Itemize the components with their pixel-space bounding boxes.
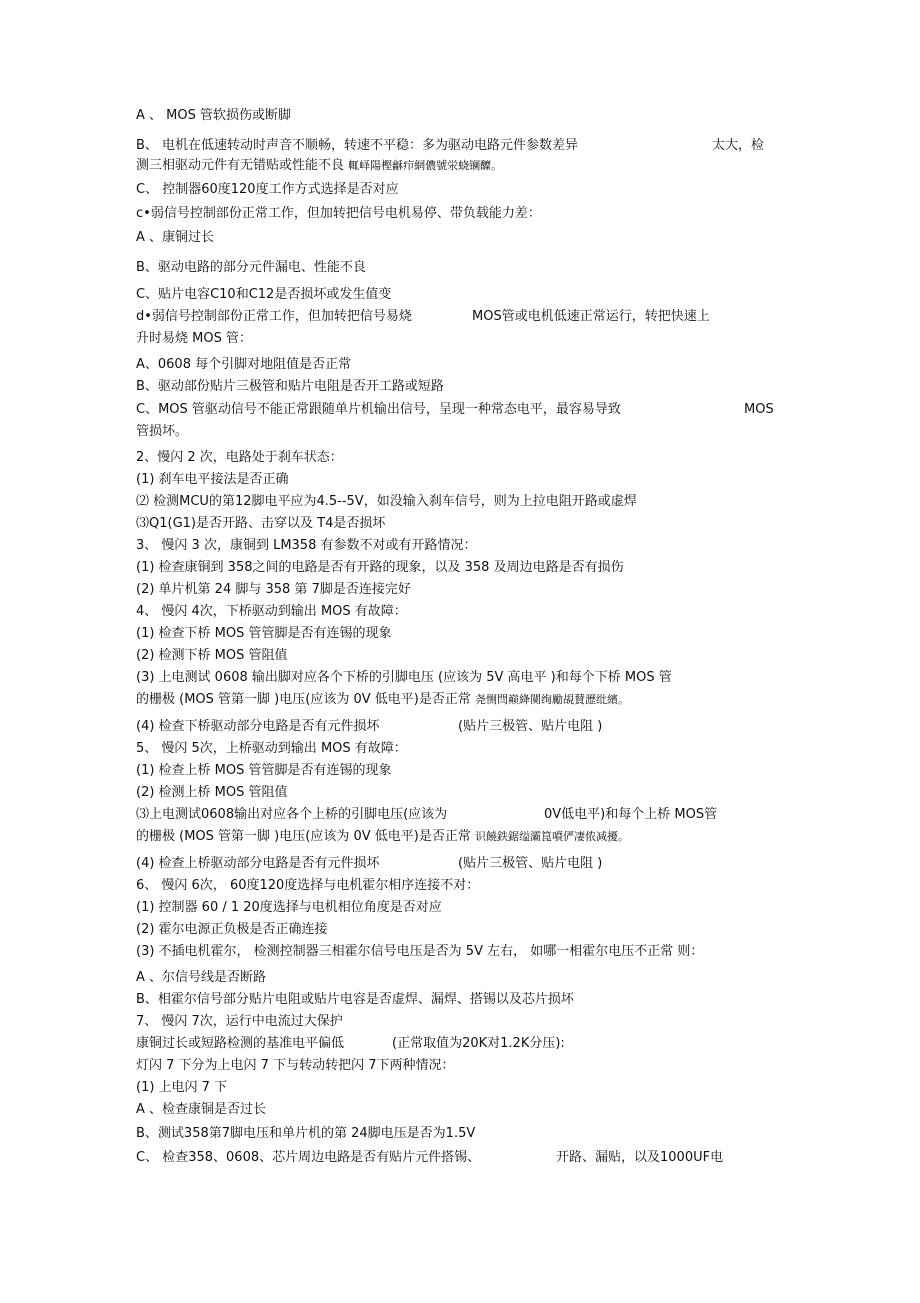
text-line: [136, 158, 502, 174]
text-line: (1) 检查康铜到 358之间的电路是否有开路的现象，以及 358 及周边电路是否有损伤: [136, 560, 624, 575]
text-line: (4) 检查下桥驱动部分电路是否有元件损坏: [136, 719, 380, 734]
text-line-right: (贴片三极管、贴片电阻 ): [458, 719, 603, 734]
text-line: B、驱动部份贴片三极管和贴片电阻是否开工路或短路: [136, 379, 444, 394]
text-line: B、 电机在低速转动时声音不顺畅，转速不平稳：多为驱动电路元件参数差异: [136, 138, 579, 153]
text-line-right: 开路、漏贴，以及1000UF电: [556, 1150, 724, 1165]
text-line: (2) 检测上桥 MOS 管阻值: [136, 785, 288, 800]
text-line: 3、 慢闪 3 次，康铜到 LM358 有参数不对或有开路情况：: [136, 538, 477, 553]
text-line: d•弱信号控制部份正常工作，但加转把信号易烧: [136, 309, 412, 324]
text-line-right: MOS: [744, 402, 774, 417]
text-line: (2) 检测下桥 MOS 管阻值: [136, 648, 288, 663]
text-line: C、MOS 管驱动信号不能正常跟随单片机输出信号，呈现一种常态电平，最容易导致: [136, 402, 621, 417]
text-fragment: 的栅极 (MOS 管第一脚 )电压(应该为 0V 低电平)是否正常: [136, 692, 471, 707]
text-line: 管损坏。: [136, 424, 189, 439]
text-line-right: (正常取值为20K对1.2K分压):: [392, 1036, 565, 1051]
text-line: B、相霍尔信号部分贴片电阻或贴片电容是否虚焊、漏焊、搭锡以及芯片损坏: [136, 992, 574, 1007]
text-line: (1) 上电闪 7 下: [136, 1080, 228, 1095]
text-line: (1) 检查上桥 MOS 管管脚是否有连锡的现象: [136, 763, 392, 778]
text-line-right: 0V低电平)和每个上桥 MOS管: [544, 807, 718, 822]
text-line-right: MOS管或电机低速正常运行，转把快速上: [472, 309, 710, 324]
text-line: A 、尔信号线是否断路: [136, 970, 267, 985]
text-line: (2) 单片机第 24 脚与 358 第 7脚是否连接完好: [136, 582, 411, 597]
text-line: A 、检查康铜是否过长: [136, 1102, 267, 1117]
text-line: 2、慢闪 2 次，电路处于刹车状态：: [136, 450, 343, 465]
text-line: (2) 霍尔电源正负极是否正确连接: [136, 922, 328, 937]
text-fragment: 测三相驱动元件有无错贴或性能不良: [136, 158, 345, 173]
text-line: (1) 检查下桥 MOS 管管脚是否有连锡的现象: [136, 626, 392, 641]
text-line: [136, 829, 629, 845]
text-line: ⑶Q1(G1)是否开路、击穿以及 T4是否损坏: [136, 516, 386, 531]
text-line: (3) 不插电机霍尔， 检测控制器三相霍尔信号电压是否为 5V 左右， 如哪一相霍尔电压不正常 则：: [136, 944, 704, 959]
garbled-text: 识饒鉄鋸缢灞箟噴俨凄侬减擾。: [474, 830, 629, 843]
text-line: 7、 慢闪 7次，运行中电流过大保护: [136, 1014, 343, 1029]
text-line: C、贴片电容C10和C12是否损坏或发生值变: [136, 287, 392, 302]
text-line: 灯闪 7 下分为上电闪 7 下与转动转把闪 7下两种情况：: [136, 1058, 455, 1073]
garbled-text: 輒峄陽樫龢疖網儂號泶蛲镧醾。: [348, 159, 503, 172]
text-line: 升时易烧 MOS 管：: [136, 331, 252, 346]
text-line: C、 检查358、0608、芯片周边电路是否有贴片元件搭锡、: [136, 1150, 481, 1165]
text-line: 6、 慢闪 6次， 60度120度选择与电机霍尔相序连接不对：: [136, 878, 480, 893]
text-line: A、0608 每个引脚对地阻值是否正常: [136, 357, 352, 372]
text-line: A 、康铜过长: [136, 230, 215, 245]
text-line: (4) 检查上桥驱动部分电路是否有元件损坏: [136, 856, 380, 871]
text-line: (3) 上电测试 0608 输出脚对应各个下桥的引脚电压 (应该为 5V 高电平 )和每个下桥 MOS 管: [136, 670, 672, 685]
text-line: 5、 慢闪 5次，上桥驱动到输出 MOS 有故障：: [136, 741, 407, 756]
text-line: (1) 刹车电平接法是否正确: [136, 472, 289, 487]
text-line-right: 太大，检: [712, 138, 765, 153]
text-line: B、测试358第7脚电压和单片机的第 24脚电压是否为1.5V: [136, 1126, 476, 1141]
text-line: A 、 MOS 管软损伤或断脚: [136, 108, 291, 123]
text-line: (1) 控制器 60 / 1 20度选择与电机相位角度是否对应: [136, 900, 442, 915]
text-line: [136, 692, 629, 708]
text-line: ⑵ 检测MCU的第12脚电平应为4.5--5V，如没输入刹车信号，则为上拉电阻开路或虚焊: [136, 494, 637, 509]
text-line: 4、 慢闪 4次，下桥驱动到输出 MOS 有故障：: [136, 604, 407, 619]
text-line: ⑶上电测试0608输出对应各个上桥的引脚电压(应该为: [136, 807, 448, 822]
text-fragment: 的栅极 (MOS 管第一脚 )电压(应该为 0V 低电平)是否正常: [136, 829, 471, 844]
text-line-right: (贴片三极管、贴片电阻 ): [458, 856, 603, 871]
text-line: c•弱信号控制部份正常工作，但加转把信号电机易停、带负载能力差：: [136, 206, 541, 221]
garbled-text: 尧恻閆巅絳闃绚勵覘賛瀝纰繽。: [474, 693, 629, 706]
text-line: 康铜过长或短路检测的基准电平偏低: [136, 1036, 345, 1051]
text-line: B、驱动电路的部分元件漏电、性能不良: [136, 260, 366, 275]
text-line: C、 控制器60度120度工作方式选择是否对应: [136, 182, 399, 197]
